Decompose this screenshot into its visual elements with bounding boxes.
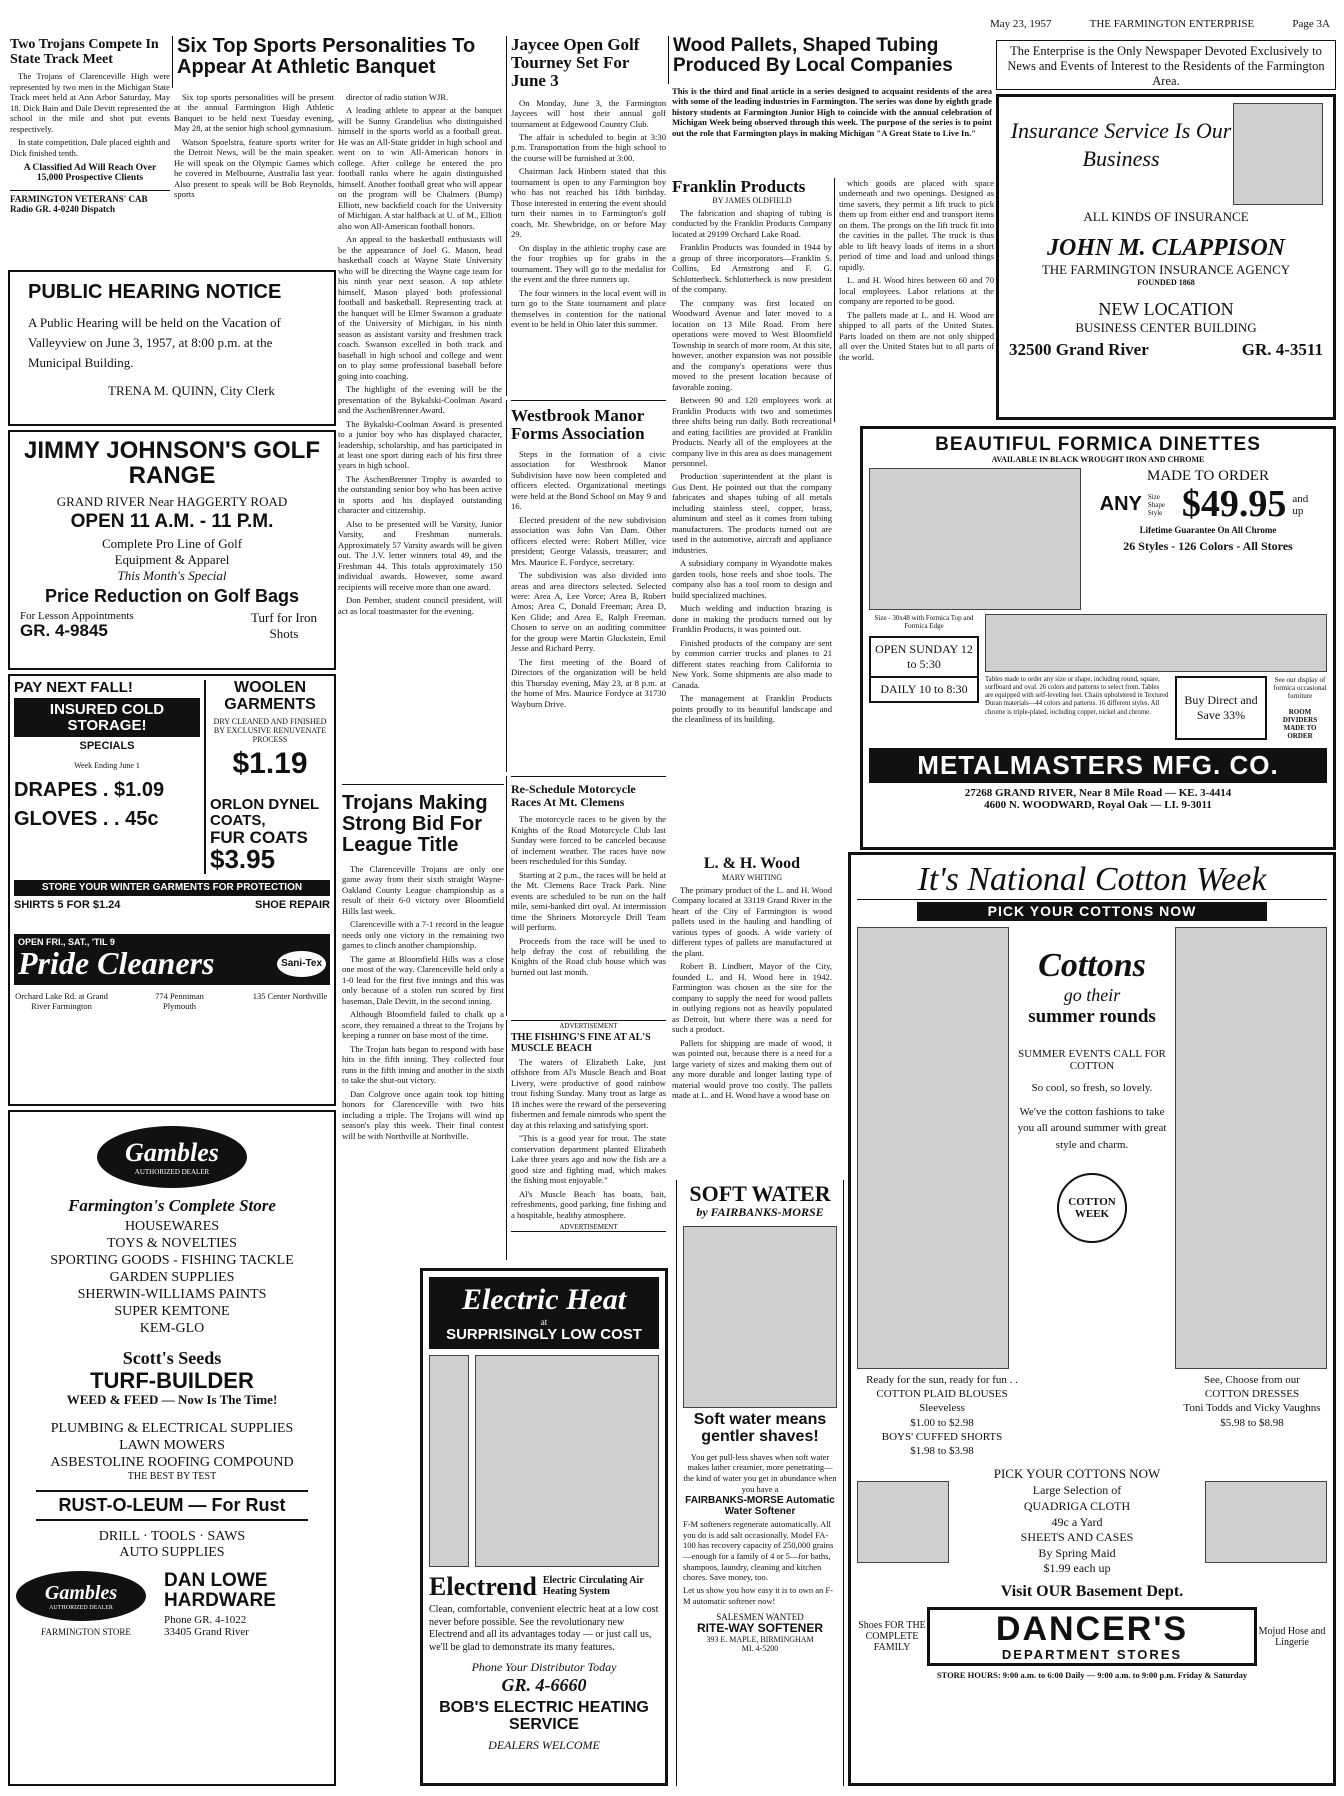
- fishing-advertisement: [506, 1020, 666, 1260]
- paragraph: Clarenceville with a 7-1 record in the league needs only one victory in the remaining two games to clinch another championship.: [342, 919, 504, 951]
- week: Week Ending June 1: [74, 760, 140, 770]
- shorts-price: $1.98 to $3.98: [910, 1445, 974, 1458]
- cottons: Cottons: [1038, 946, 1146, 984]
- agent-name: JOHN M. CLAPPISON: [1046, 235, 1286, 261]
- paragraph: The game at Bloomfield Hills was a close one most of the way. Clarenceville held only a 1-0 lead for the first five innings and this was only because of a stolen run scored by first baseman, Dale Devitt, in the second inning.: [342, 953, 504, 1006]
- paragraph: The first meeting of the Board of Directors of the organization will be held this Thursday evening, May 23, at 8 p.m. at the home of Mrs. Maurice Fordyce at 31730 Wayburn Drive.: [511, 656, 666, 709]
- see-display: See our display of formica occasional furniture: [1273, 675, 1327, 700]
- open-hours: OPEN FRI., SAT., 'TIL 9: [18, 936, 115, 947]
- paragraph: Franklin Products was founded in 1944 by a group of three incorporators—Franklin S. Collins, Ed Armstrong and F. G. Schlotterbeck. Schlotterbeck is now president of the company.: [672, 242, 832, 295]
- classified-note: A Classified Ad Will Reach Over 15,000 Prospective Clients: [23, 163, 157, 184]
- portrait-photo: [1233, 103, 1323, 205]
- jaycee-article: [506, 36, 666, 396]
- see-choose: See, Choose from our: [1204, 1373, 1300, 1386]
- subtitle: AVAILABLE IN BLACK WROUGHT IRON AND CHROME: [991, 454, 1205, 464]
- paragraph: A leading athlete to appear at the banquet will be Sunny Grandelius who distinguished himself in the sports world as a football great. He was an All-State gridder in high school and went on to win All-American honors in college. After college he entered the pro football ranks where he again distinguished himself. Another football great who will appear on the program will be Chalmers (Bump) Elliott, new backfield coach for the University of Michigan. A star halfback at U. of M., Elliott also won All-American football honors.: [338, 105, 502, 231]
- paragraph: Proceeds from the race will be used to help defray the cost of rebuilding the Knights of the Road club house which was burned out last month.: [511, 935, 666, 977]
- ready: Ready for the sun, ready for fun . .: [866, 1373, 1018, 1386]
- dealer-text: AUTHORIZED DEALER: [49, 1604, 113, 1611]
- brands: Toni Todds and Vicky Vaughns: [1183, 1402, 1321, 1415]
- company: RITE-WAY SOFTENER: [696, 1621, 824, 1636]
- address: 33405 Grand River: [164, 1625, 249, 1638]
- phone: GR. 4-6660: [501, 1675, 587, 1696]
- sheet-price: $1.99 each up: [1043, 1561, 1111, 1576]
- paragraph: The company was first located on Woodward Avenue and later moved to a location on 13 Mile Road. From here operations were moved to West Bloomfield Township in search of more room. At this site, however, another expansion was not possible and the company's operations were thus moved to the present location because of favorable zoning.: [672, 297, 832, 392]
- store-hours: STORE HOURS: 9:00 a.m. to 6:00 Daily — 9:00 a.m. to 9:00 p.m. Friday & Saturday: [936, 1670, 1248, 1681]
- notice-text: The Enterprise is the Only Newspaper Devoted Exclusively to News and Events of Interest to the Residents of the Farmington Area.: [1007, 44, 1325, 88]
- location: GRAND RIVER Near HAGGERTY ROAD: [56, 494, 288, 510]
- paragraph: Elected president of the new subdivision association was John Van Dam. Other officers elected were: Robert Miller, vice president; George Valassis, treasurer; and Mrs. Maurice E. Fordyce, secretary.: [511, 514, 666, 567]
- enterprise-notice: [996, 40, 1336, 90]
- ad-label: ADVERTISEMENT: [511, 1020, 666, 1030]
- cotton-week-badge: COTTON WEEK: [1057, 1173, 1127, 1243]
- slogan: Soft water means gentler shaves!: [693, 1411, 827, 1445]
- special: This Month's Special: [117, 568, 227, 584]
- and-up: and up: [1292, 492, 1309, 517]
- paragraph: The Bykalski-Coolman Award is presented to a junior boy who has displayed character, leadership, scholarship, and has participated in at least one sport during each of his first three years in high school.: [338, 418, 502, 471]
- byline: BY JAMES OLDFIELD: [712, 195, 792, 205]
- sheets-stack-image: [1205, 1481, 1327, 1563]
- pick: PICK YOUR COTTONS NOW: [993, 1466, 1161, 1482]
- notice-signer: TRENA M. QUINN, City Clerk: [108, 383, 275, 399]
- electric-heat-ad: [420, 1268, 668, 1786]
- address-2: 4600 N. WOODWARD, Royal Oak — LI. 9-3011: [984, 799, 1212, 812]
- auto-supplies: AUTO SUPPLIES: [119, 1544, 225, 1560]
- paragraph: The four winners in the local event will in turn go to the State tournament and place themselves in contention for the national event to be held in Ohio later this summer.: [511, 287, 666, 330]
- logo-text: Gambles: [44, 1581, 118, 1604]
- product: FAIRBANKS-MORSE Automatic Water Softener: [685, 1495, 835, 1517]
- folio-paper: THE FARMINGTON ENTERPRISE: [1089, 18, 1255, 30]
- hose: Mojud Hose and Lingerie: [1258, 1625, 1326, 1648]
- paragraph: The pallets made at L. and H. Wood are shipped to all parts of the United States. Parts loaded on them are not only shipped all over the United States but to all parts of the world.: [839, 309, 994, 362]
- phone: GR. 4-9845: [20, 621, 108, 641]
- weed-feed: WEED & FEED — Now Is The Time!: [66, 1391, 278, 1407]
- drapes-price: DRAPES . $1.09: [14, 778, 165, 801]
- cool: So cool, so fresh, so lovely.: [1031, 1081, 1153, 1094]
- ad-title: JIMMY JOHNSON'S GOLF RANGE: [24, 437, 320, 490]
- headline: THE FISHING'S FINE AT AL'S MUSCLE BEACH: [511, 1032, 651, 1054]
- store-garments: STORE YOUR WINTER GARMENTS FOR PROTECTION: [14, 880, 330, 897]
- dealer-text: AUTHORIZED DEALER: [134, 1168, 210, 1176]
- system: Electric Circulating Air Heating System: [542, 1575, 644, 1598]
- quadriga: QUADRIGA CLOTH: [1023, 1498, 1131, 1513]
- headline: Six Top Sports Personalities To Appear At Athletic Banquet: [177, 36, 476, 78]
- cost: SURPRISINGLY LOW COST: [446, 1326, 642, 1343]
- public-hearing-notice: [8, 270, 336, 426]
- paragraph: Watson Spoelstra, feature sports writer for the Detroit News, will be the main speaker. He will speak on the Olympic Games which he covered in Melbourne, Australia last year. Also present to speak will be Bob Reynolds, sports: [174, 136, 334, 200]
- banquet-headline-box: [172, 36, 504, 88]
- size-note: Size - 30x48 with Formica Top and Formica Edge: [874, 613, 974, 630]
- headline: Jaycee Open Golf Tourney Set For June 3: [511, 36, 640, 90]
- fabric-bolt-image: [857, 1481, 949, 1563]
- kinds: ALL KINDS OF INSURANCE: [1083, 209, 1249, 224]
- location-3: 135 Center Northville: [252, 990, 328, 1001]
- body: You get pull-less shaves when soft water makes lather creamier, more penetrating—the kind of water you get in abundance when you have a: [683, 1451, 837, 1494]
- folio: [990, 18, 1330, 34]
- body2: F-M softeners regenerate automatically. All you do is add salt occasionally. Model FA-100 has recovery capacity of 250,000 grains—enough for a family of 4 or 5—for baths, shampoos, laundry, cleaning and kitchen chores. Save money, too.: [683, 1519, 834, 1583]
- styles: 26 Styles - 126 Colors - All Stores: [1123, 538, 1293, 553]
- trojans-state-article: [10, 38, 170, 270]
- any: ANY: [1099, 493, 1142, 516]
- founded: FOUNDED 1868: [1137, 278, 1195, 287]
- phone: GR. 4-3511: [1241, 340, 1323, 359]
- cab-ad: FARMINGTON VETERANS' CAB Radio GR. 4-0240 Dispatch: [10, 194, 148, 215]
- headline: Two Trojans Compete In State Track Meet: [10, 38, 159, 67]
- store-label: FARMINGTON STORE: [41, 1627, 131, 1638]
- gambles-logo: [97, 1126, 247, 1188]
- insured-storage: INSURED COLD STORAGE!: [14, 698, 200, 738]
- byline: MARY WHITING: [721, 872, 783, 882]
- at: at: [540, 1317, 548, 1327]
- paragraph: The waters of Elizabeth Lake, just offshore from Al's Muscle Beach and Boat Livery, were productive of good rainbow trout fishing Sunday. Many trout as large as 18 inches were the reward of the persevering fishermen and female nimrods who spent the day at this relaxing and satisfying sport.: [511, 1057, 666, 1130]
- banquet-col1: [174, 92, 334, 242]
- address: 393 E. MAPLE, BIRMINGHAM: [706, 1634, 814, 1644]
- paragraph: The fabrication and shaping of tubing is conducted by the Franklin Products Company located at 29199 Orchard Lake Road.: [672, 207, 832, 239]
- turf: Turf for Iron Shots: [251, 610, 317, 642]
- owner: DAN LOWE HARDWARE: [164, 1569, 276, 1611]
- paragraph: Between 90 and 120 employees work at Franklin Products with two and sometimes three shifts being run daily. Both recreational and eating facilities are provided at Franklin Products. Nearly all of the employees at the company live in this area as does management personnel.: [672, 395, 832, 468]
- sleeveless: Sleeveless: [919, 1402, 965, 1415]
- paragraph: The subdivision was also divided into areas and area directors selected. Selected were: Area A, Lee Vorce; Area B, Robert Amos; Area C, Donald Freeman; Area D, Ken Glide; and Area E, Ralph Freeman. Chosen to serve on an auditing committee for the group were Martin Gluckstein, Emil Jesse and Richard Perry.: [511, 570, 666, 654]
- new-location: NEW LOCATION: [1098, 299, 1234, 319]
- dealers: DEALERS WELCOME: [488, 1737, 600, 1752]
- basement: Visit OUR Basement Dept.: [1000, 1582, 1184, 1600]
- list-item: SUPER KEMTONE: [114, 1304, 230, 1320]
- pallets-intro: This is the third and final article in a series designed to acquaint residents of the area with some of the leading industries in Farmington. The series was done by eighth grade history students at Farmington Junior High to coincide with the annual celebration of Michigan Week being observed through this week. The purpose of the series is to point out the role that Farmington plays in making Michigan "A Great State to Live In.": [672, 86, 992, 138]
- sheets: SHEETS AND CASES: [1020, 1530, 1134, 1545]
- tables-note: Tables made to order any size or shape, including round, square, surfboard and oval. 26 colors and patterns to select from. Tables are equipped with self-leveling feet. Chairs upholstered in Textured Duran materials—44 colors and patterns. 16 different styles. All chrome is triple-plated, including copper, nickel and chrome.: [985, 675, 1169, 716]
- paragraph: The Clarenceville Trojans are only one game away from their sixth straight Wayne-Oakland County League championship as a result of their 6-0 victory over Bloomfield Hills last week.: [342, 864, 504, 916]
- events: SUMMER EVENTS CALL FOR COTTON: [1018, 1047, 1166, 1072]
- ad-title: BEAUTIFUL FORMICA DINETTES: [935, 434, 1261, 455]
- best-by-test: THE BEST BY TEST: [127, 1470, 217, 1482]
- fur-price: $3.95: [210, 844, 276, 875]
- shorts: BOYS' CUFFED SHORTS: [881, 1430, 1003, 1443]
- formica-dinettes-ad: [860, 426, 1336, 850]
- article-body: [10, 71, 170, 158]
- dept-stores: DEPARTMENT STORES: [1001, 1646, 1183, 1662]
- list-item: KEM-GLO: [139, 1321, 205, 1337]
- cotton-week-ad: [848, 852, 1336, 1786]
- scotts-seeds: Scott's Seeds: [122, 1347, 222, 1368]
- logo-text: Gambles: [125, 1138, 219, 1167]
- blouses: COTTON PLAID BLOUSES: [876, 1387, 1008, 1400]
- franklin-article: [672, 178, 832, 858]
- open-sunday: OPEN SUNDAY 12 to 5:30: [869, 636, 979, 678]
- subhead: L. & H. Wood: [703, 856, 801, 872]
- headline: Trojans Making Strong Bid For League Title: [342, 792, 488, 856]
- drill-tools: DRILL · TOOLS · SAWS: [98, 1528, 246, 1544]
- paragraph: Much welding and induction brazing is done in making the products turned out by Franklin Products, it was pointed out.: [672, 603, 832, 635]
- company: METALMASTERS MFG. CO.: [869, 748, 1327, 783]
- dinette-set-image: [869, 468, 1081, 610]
- go-their: go their: [1063, 984, 1121, 1005]
- motorcycle-article: [506, 776, 666, 1016]
- paragraph: The Trojan bats began to respond with base hits in the fifth inning. They collected four runs in the fifth inning and another in the sixth to take the shut-out victory.: [342, 1043, 504, 1086]
- dress-price: $5.98 to $8.98: [1220, 1416, 1284, 1429]
- list-item: SHERWIN-WILLIAMS PAINTS: [77, 1287, 267, 1303]
- headline: Wood Pallets, Shaped Tubing Produced By Local Companies: [673, 36, 953, 76]
- phone: MI. 4-5200: [741, 1643, 779, 1653]
- paragraph: Don Pember, student council president, will act as local toastmaster for the evening.: [338, 595, 502, 616]
- paragraph: Also to be presented will be Varsity, Junior Varsity, and Freshman numerals. Approximately 57 Varsity awards will be given out. The J.V. letter winners total 49, and the Freshman 44. This totals approximately 150 individual awards. However, some award recipients will receive more than one award.: [338, 518, 502, 592]
- building: BUSINESS CENTER BUILDING: [1075, 320, 1257, 335]
- ad-title: SOFT WATER: [689, 1181, 831, 1206]
- gloves-price: GLOVES . . 45c: [14, 807, 159, 830]
- paragraph: Six top sports personalities will be present at the annual Farmington High Athletic Banquet to be held next Tuesday evening, May 28, at the senior high school gymnasium.: [174, 92, 334, 134]
- paragraph: The affair is scheduled to begin at 3:30 p.m. Transportation from the high school to the course will be furnished at 3:00.: [511, 131, 666, 163]
- lessons: For Lesson Appointments: [20, 610, 134, 623]
- paragraph: The primary product of the L. and H. Wood Company located at 33119 Grand River in the heart of the City of Farmington is wood pallets used in the hauling and handling of various types of goods. A wide variety of different types of pallets are manufactured at the plant.: [672, 884, 832, 958]
- paragraph: The Trojans of Clarenceville High were represented by two men in the Michigan State Track meet held at Ann Arbor Saturday, May 18. Dick Bain and Dale Devitt represented the school in the mile and shot put events respectively.: [10, 71, 170, 134]
- paragraph: On Monday, June 3, the Farmington Jaycees will host their annual golf tournament at Edgewood Country Club.: [511, 97, 666, 129]
- shoe-repair: SHOE REPAIR: [255, 899, 330, 912]
- pay-next-fall: PAY NEXT FALL!: [14, 679, 133, 696]
- slogan: Insurance Service Is Our Business: [1010, 118, 1232, 171]
- woman-in-shorts-illustration: [857, 927, 1009, 1369]
- rust-o-leum: RUST-O-LEUM — For Rust: [36, 1490, 308, 1521]
- specials: SPECIALS: [79, 740, 135, 753]
- line2: Equipment & Apparel: [114, 552, 230, 568]
- phone: Phone GR. 4-1022: [164, 1613, 247, 1626]
- paragraph: Chairman Jack Hinbern stated that this tournament is open to any Farmington boy who has not reached his 18th birthday. Those interested in entering the event should turn their names in to Farmington's golf coach, Mr. Shewbridge, on or before May 29.: [511, 166, 666, 240]
- dresses: COTTON DRESSES: [1204, 1387, 1300, 1400]
- deal: Price Reduction on Golf Bags: [44, 586, 300, 607]
- store-name: DANCER'S: [995, 1609, 1189, 1648]
- orlon-coats: ORLON DYNEL COATS,: [210, 796, 319, 829]
- body: We've the cotton fashions to take you all around summer with great style and charm.: [1017, 1105, 1167, 1151]
- brand: Electrend: [429, 1571, 537, 1601]
- folio-page: Page 3A: [1292, 18, 1330, 30]
- paragraph: L. and H. Wood hires between 60 and 70 local employees. Labor relations at the company are reported to be good.: [839, 275, 994, 307]
- headline: Westbrook Manor Forms Association: [511, 406, 645, 443]
- paragraph: The highlight of the evening will be the presentation of the Bykalski-Coolman Award and the AschenBrenner Award.: [338, 384, 502, 416]
- paragraph: The management at Franklin Products points proudly to its beautiful landscape and the cleanliness of its building.: [672, 693, 832, 725]
- paragraph: Steps in the formation of a civic association for Westbrook Manor Subdivision have now been completed and officers elected. Organizational meetings were held at the Bond School on May 9 and 16.: [511, 448, 666, 512]
- gambles-logo-small: [16, 1571, 146, 1621]
- phone-label: Phone Your Distributor Today: [471, 1660, 617, 1675]
- paragraph: Pallets for shipping are made of wood, it was pointed out, because there is a need for a large variety of sizes and making them out of any more durable and longer lasting type of material would prove too costly. The pallets made at L. and H. Wood have a wood base on: [672, 1037, 832, 1100]
- living-room-image: [475, 1355, 659, 1567]
- headline: Re-Schedule Motorcycle Races At Mt. Clemens: [511, 782, 636, 809]
- pallets-headline-box: [668, 36, 992, 84]
- shirts: SHIRTS 5 FOR $1.24: [14, 899, 121, 912]
- list-item: SPORTING GOODS - FISHING TACKLE: [50, 1253, 294, 1269]
- salesmen: SALESMEN WANTED: [716, 1612, 804, 1623]
- spring-maid: By Spring Maid: [1038, 1545, 1116, 1560]
- paragraph: director of radio station WJR.: [346, 92, 449, 102]
- banner: PICK YOUR COTTONS NOW: [917, 902, 1267, 921]
- guarantee: Lifetime Guarantee On All Chrome: [1139, 524, 1277, 535]
- paragraph: Dan Colgrove once again took top hitting honors for Clarenceville with two hits including a triple. The Trojans will wind up season's play this week. Their final contest will be with Northville at Northville.: [342, 1088, 504, 1141]
- by-fairbanks: by FAIRBANKS-MORSE: [696, 1205, 824, 1220]
- paragraph: An appeal to the basketball enthusiasts will be the appearance of Joel G. Mason, head basketball coach at Wayne State University who will be directing the Wayne cage team for his ninth year next season. A top athlete himself, Mason played both professional football and basketball. Representing track at the banquet will be Elmer Swanson a graduate of the University of Michigan, in his ninth season as assistant varsity and freshmen track coach. Swanson excelled in both track and baseball in high school and college and went on to play some professional baseball before going into coaching.: [338, 234, 502, 381]
- woolen-price: $1.19: [232, 746, 308, 780]
- list-item: HOUSEWARES: [124, 1219, 220, 1234]
- ad-title: Electric Heat: [461, 1283, 627, 1316]
- fur-coats: FUR COATS: [210, 827, 308, 847]
- paragraph: Production superintendent at the plant is Gus Dent. He pointed out that the company fabricates and shapes tubing of all metals including stainless steel, copper, brass, aluminum and steel as it comes from tubing manufacturers. The products turned out are used in the automotive, aircraft and appliance industries.: [672, 471, 832, 555]
- pallets-continued: [834, 178, 994, 422]
- location-1: Orchard Lake Rd. at Grand River Farmington: [15, 990, 108, 1011]
- agency: THE FARMINGTON INSURANCE AGENCY: [1041, 262, 1291, 277]
- pride-logo: Pride Cleaners: [18, 945, 215, 982]
- any-note: Size Shape Style: [1147, 492, 1165, 517]
- notice-title: PUBLIC HEARING NOTICE: [28, 281, 282, 303]
- shoes: Shoes FOR THE COMPLETE FAMILY: [858, 1620, 926, 1654]
- ad-body: Clean, comfortable, convenient electric heat at a low cost never before possible. See the revolutionary new Electrend and all its advantages today — or just call us, we'll be glad to demonstrate its many features.: [429, 1604, 659, 1653]
- address: 32500 Grand River: [1009, 340, 1149, 359]
- list-item: PLUMBING & ELECTRICAL SUPPLIES: [50, 1420, 294, 1436]
- yard-price: 49c a Yard: [1051, 1514, 1103, 1529]
- room-dividers: ROOM DIVIDERS MADE TO ORDER: [1282, 707, 1318, 740]
- paragraph: "This is a good year for trout. The state conservation department planted Elizabeth Lake three years ago and now the fish are a good size and fighting mad, which makes the fishing most enjoyable.": [511, 1133, 666, 1186]
- sanitex-badge: Sani-Tex: [277, 951, 326, 978]
- paragraph: which goods are placed with space underneath and two openings. Designed as time savers, they permit a lift truck to pick them up from either end and transport items on them. The prongs on the lift truck fit into the cavities in the pallet. The truck is thus able to lift heavy loads of items in a short period of time and load and unload things rapidly.: [839, 178, 994, 272]
- location-2: 774 Penniman Plymouth: [155, 990, 204, 1011]
- woolen-title: WOOLEN GARMENTS: [224, 679, 316, 713]
- paragraph: In state competition, Dale placed eighth and Dick finished tenth.: [10, 137, 170, 158]
- soft-water-ad: [676, 1180, 844, 1786]
- table-image: [985, 614, 1327, 672]
- man-shaving-softener-image: [683, 1226, 837, 1408]
- turf-builder: TURF-BUILDER: [90, 1367, 254, 1393]
- paragraph: The motorcycle races to be given by the Knights of the Road Motorcycle Club last Sunday were forced to be canceled because of inclement weather. The races have now been rescheduled for this Sunday.: [511, 814, 666, 867]
- list-item: TOYS & NOVELTIES: [107, 1236, 237, 1252]
- westbrook-article: [506, 400, 666, 772]
- line1: Complete Pro Line of Golf: [101, 536, 243, 552]
- notice-body: A Public Hearing will be held on the Vacation of Valleyview on June 3, 1957, at 8:00 p.m. at the Municipal Building.: [28, 315, 281, 371]
- address-1: 27268 GRAND RIVER, Near 8 Mile Road — KE. 3-4414: [964, 787, 1232, 800]
- paragraph: Starting at 2 p.m., the races will be held at the Mt. Clemens Race Track Park. Nine events are scheduled to be run on the half mile, semi-banked dirt oval. At intermission time the Shriners Motorcycle Drill Team will perform.: [511, 869, 666, 933]
- woolen-sub: DRY CLEANED AND FINISHED BY EXCLUSIVE RENUVENATE PROCESS: [213, 716, 327, 744]
- trojans-league-article: [342, 784, 504, 1224]
- company: BOB'S ELECTRIC HEATING SERVICE: [439, 1699, 649, 1733]
- slogan: Farmington's Complete Store: [68, 1196, 276, 1215]
- list-item: GARDEN SUPPLIES: [109, 1270, 235, 1286]
- buy-direct: Buy Direct and Save 33%: [1175, 676, 1267, 740]
- subhead: Franklin Products: [672, 178, 806, 196]
- body3: Let us show you how easy it is to own an F-M automatic softener now!: [683, 1584, 833, 1606]
- woman-in-dress-illustration: [1175, 927, 1327, 1369]
- folio-date: May 23, 1957: [990, 18, 1052, 30]
- paragraph: Al's Muscle Beach has boats, bait, refreshments, good parking, fine fishing and a hospitable, healthy atmosphere.: [511, 1188, 666, 1220]
- summer-rounds: summer rounds: [1028, 1005, 1156, 1027]
- pride-cleaners-ad: [8, 674, 336, 1106]
- daily-hours: DAILY 10 to 8:30: [869, 678, 979, 703]
- clappison-insurance-ad: [996, 94, 1336, 420]
- paragraph: Finished products of the company are sent by common carrier trucks and planes to 21 different states reaching from California to New York. Some shipments are also made to Canada.: [672, 637, 832, 690]
- paragraph: On display in the athletic trophy case are the four trophies up for grabs in the tournament. They will go to the medalist for the event and the three runners up.: [511, 242, 666, 285]
- golf-range-ad: [8, 430, 336, 670]
- lh-wood-article: [672, 856, 832, 1176]
- ad-label-bottom: ADVERTISEMENT: [511, 1223, 666, 1232]
- list-item: ASBESTOLINE ROOFING COMPOUND: [50, 1454, 294, 1470]
- paragraph: A subsidiary company in Wyandotte makes garden tools, hose reels and shoe tools. The company also has a tool room to design and build specialized machines.: [672, 558, 832, 600]
- blouse-price: $1.00 to $2.98: [910, 1416, 974, 1429]
- heater-unit-image: [429, 1355, 469, 1567]
- list-item: LAWN MOWERS: [119, 1437, 225, 1453]
- made-to-order: MADE TO ORDER: [1147, 467, 1269, 484]
- paragraph: The AschenBrenner Trophy is awarded to the outstanding senior boy who has been active in sports and his displayed outstanding character and citizenship.: [338, 473, 502, 516]
- paragraph: Although Bloomfield failed to chalk up a score, they remained a threat to the Trojans by keeping a runner on base most of the time.: [342, 1009, 504, 1041]
- gambles-ad: [8, 1110, 336, 1786]
- price: $49.95: [1181, 482, 1287, 525]
- ad-title: It's National Cotton Week: [857, 861, 1327, 900]
- hours: OPEN 11 A.M. - 11 P.M.: [70, 511, 274, 533]
- paragraph: Robert B. Lindbert, Mayor of the City, founded L. and H. Wood here in 1942. Farmington was chosen as the site for the company to supply the need for wood pallets in outlying regions not as heavily populated as Detroit, but where there was a need for such a product.: [672, 961, 832, 1035]
- large-selection: Large Selection of: [1032, 1483, 1122, 1498]
- banquet-col2: [338, 92, 502, 780]
